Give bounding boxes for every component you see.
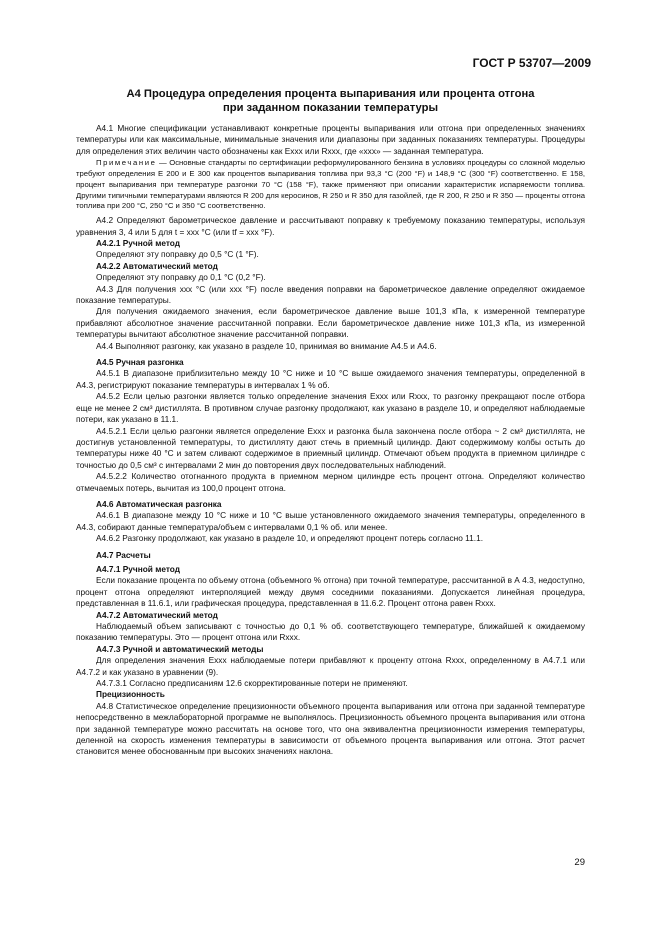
- paragraph-a4-2-1: Определяют эту поправку до 0,5 °C (1 °F).: [96, 249, 259, 260]
- page-number: 29: [574, 857, 585, 868]
- heading-a4-7-3: А4.7.3 Ручной и автоматический методы: [96, 643, 264, 654]
- paragraph-a4-7-1: Если показание процента по объему отгона (объемного % отгона) при точной температуре, рассчитанной в А 4.3, недоступно, процент отгона определяют интерполяцией между двумя соседними показаниями. Допускается линейная процедура, представленная в 11.6.1, или графическая процедура, представленная в 11.6.2. Процент отгона равен Rxxx.: [76, 575, 585, 609]
- paragraph-a4-6-1: А4.6.1 В диапазоне между 10 °C ниже и 10 °C выше установленного ожидаемого значения температуры, определенного в А4.3, собирают данные температура/объем с интервалами 0,1 % об. или менее.: [76, 510, 585, 532]
- paragraph-a4-7-3: Для определения значения Exxx наблюдаемые потери прибавляют к проценту отгона Rxxx, определенному в А4.7.1 или А4.7.2 и как указано в уравнении (9).: [76, 655, 585, 677]
- paragraph-a4-5-2-2: А4.5.2.2 Количество отогнанного продукта в приемном мерном цилиндре есть процент отгона. Определяют количество отмечаемых потерь, вычитая из 100,0 процент отгона.: [76, 471, 585, 493]
- note-text: — Основные стандарты по сертификации реформулированного бензина в условиях процедуры со сложной моделью требуют определения E 200 и E 300 как процентов выпаривания топлива при 93,3 °C (200 °F) и 148,9 °C (300 °F) соответственно. E 158, процент выпаривания при температуре разгонки 70 °C (158 °F), также применяют при описании характеристик испаряемости топлива. Другими типичными температурами являются R 200 для керосинов, R 250 и R 350 для газойлей, где R 200, R 250 и R 350 — проценты отгона топлива при 200 °C, 250 °C и 350 °C соответственно.: [76, 158, 586, 211]
- section-title-line-1: А4 Процедура определения процента выпаривания или процента отгона: [126, 88, 535, 100]
- paragraph-a4-2: А4.2 Определяют барометрическое давление и рассчитывают поправку к требуемому показанию температуры, используя уравнения 3, 4 или 5 для t = xxx °C (или tf = xxx °F).: [76, 215, 585, 237]
- paragraph-a4-5-2: А4.5.2 Если целью разгонки является только определение значения Exxx или Rxxx, то разгонку прекращают после отбора еще не менее 2 см³ дистиллята. В противном случае разгонку продолжают, как указано в разделе 10, и определяют наблюдаемые потери, как указано в 11.1.: [76, 391, 585, 425]
- heading-a4-7-2: А4.7.2 Автоматический метод: [96, 609, 218, 620]
- heading-a4-2-2: А4.2.2 Автоматический метод: [96, 260, 218, 271]
- heading-a4-7: А4.7 Расчеты: [96, 549, 151, 560]
- paragraph-a4-1: А4.1 Многие спецификации устанавливают конкретные проценты выпаривания или отгона при определенных значениях температуры или как максимальные, минимальные значения или диапазоны при заданных показаниях температуры. Процедуры для определения этих величин часто обозначены как Exxx или Rxxx, где «xxx» — заданная температура.: [76, 123, 585, 156]
- section-title: [76, 88, 585, 115]
- paragraph-a4-2-2: Определяют эту поправку до 0,1 °C (0,2 °F).: [96, 272, 266, 283]
- note-label: Примечание: [96, 158, 157, 168]
- paragraph-a4-7-3-1: А4.7.3.1 Согласно предписаниям 12.6 скорректированные потери не применяют.: [96, 678, 408, 689]
- paragraph-a4-3: А4.3 Для получения xxx °C (или xxx °F) после введения поправки на барометрическое давление определяют ожидаемое показание температуры.: [76, 283, 585, 306]
- section-title-line-2: при заданном показании температуры: [222, 101, 438, 114]
- heading-a4-6: А4.6 Автоматическая разгонка: [96, 498, 222, 509]
- heading-a4-2-1: А4.2.1 Ручной метод: [96, 238, 181, 249]
- paragraph-a4-7-2: Наблюдаемый объем записывают с точностью до 0,1 % об. соответствующего температуре, ближайшей к ожидаемому показанию температуры. Это — процент отгона или Rxxx.: [76, 621, 585, 643]
- note-paragraph: [76, 158, 585, 212]
- paragraph-a4-5-2-1: А4.5.2.1 Если целью разгонки является определение Exxx и разгонка была закончена после отбора ~ 2 см³ дистиллята, не достигнув установленной температуры, то дистилляту дают стечь в приемный цилиндр. Дают содержимому колбы остыть до температуры ниже 40 °C и затем сливают содержимое в приемный цилиндр. Отмечают объем продукта в приемном цилиндре с точностью до 0,5 см³ с интервалами 2 мин до повторения двух последовательных наблюдений.: [76, 425, 585, 470]
- paragraph-a4-3b: Для получения ожидаемого значения, если барометрическое давление выше 101,3 кПа, к измеренной температуре прибавляют абсолютное значение рассчитанной поправки. Если барометрическое давление ниже 101,3 кПа, из измеренной температуры вычитают абсолютное значение рассчитанной поправки.: [76, 306, 585, 340]
- heading-precision: Прецизионность: [96, 689, 165, 700]
- paragraph-a4-4: А4.4 Выполняют разгонку, как указано в разделе 10, принимая во внимание А4.5 и А4.6.: [96, 340, 437, 351]
- paragraph-a4-8: А4.8 Статистическое определение прецизионности объемного процента выпаривания или отгона при заданной температуре непосредственно в межлабораторной программе не выполнялось. Прецизионность объемного процента выпаривания или отгона при заданной температуре можно рассчитать на основе того, что она эквивалентна прецизионности измерения температуры, деленной на скорость изменения температуры в зависимости от объемного процента выпаривания или отгона. Этот расчет становится менее обоснованным при высоких значениях наклона.: [76, 700, 585, 757]
- paragraph-a4-5-1: А4.5.1 В диапазоне приблизительно между 10 °C ниже и 10 °C выше ожидаемого значения температуры, определенной в А4.3, регистрируют показание температуры в интервалах 1 % об.: [76, 368, 585, 390]
- paragraph-a4-6-2: А4.6.2 Разгонку продолжают, как указано в разделе 10, и определяют процент потерь согласно 11.1.: [96, 533, 484, 544]
- standard-number: ГОСТ Р 53707—2009: [472, 56, 591, 70]
- heading-a4-7-1: А4.7.1 Ручной метод: [96, 563, 181, 574]
- heading-a4-5: А4.5 Ручная разгонка: [96, 357, 184, 368]
